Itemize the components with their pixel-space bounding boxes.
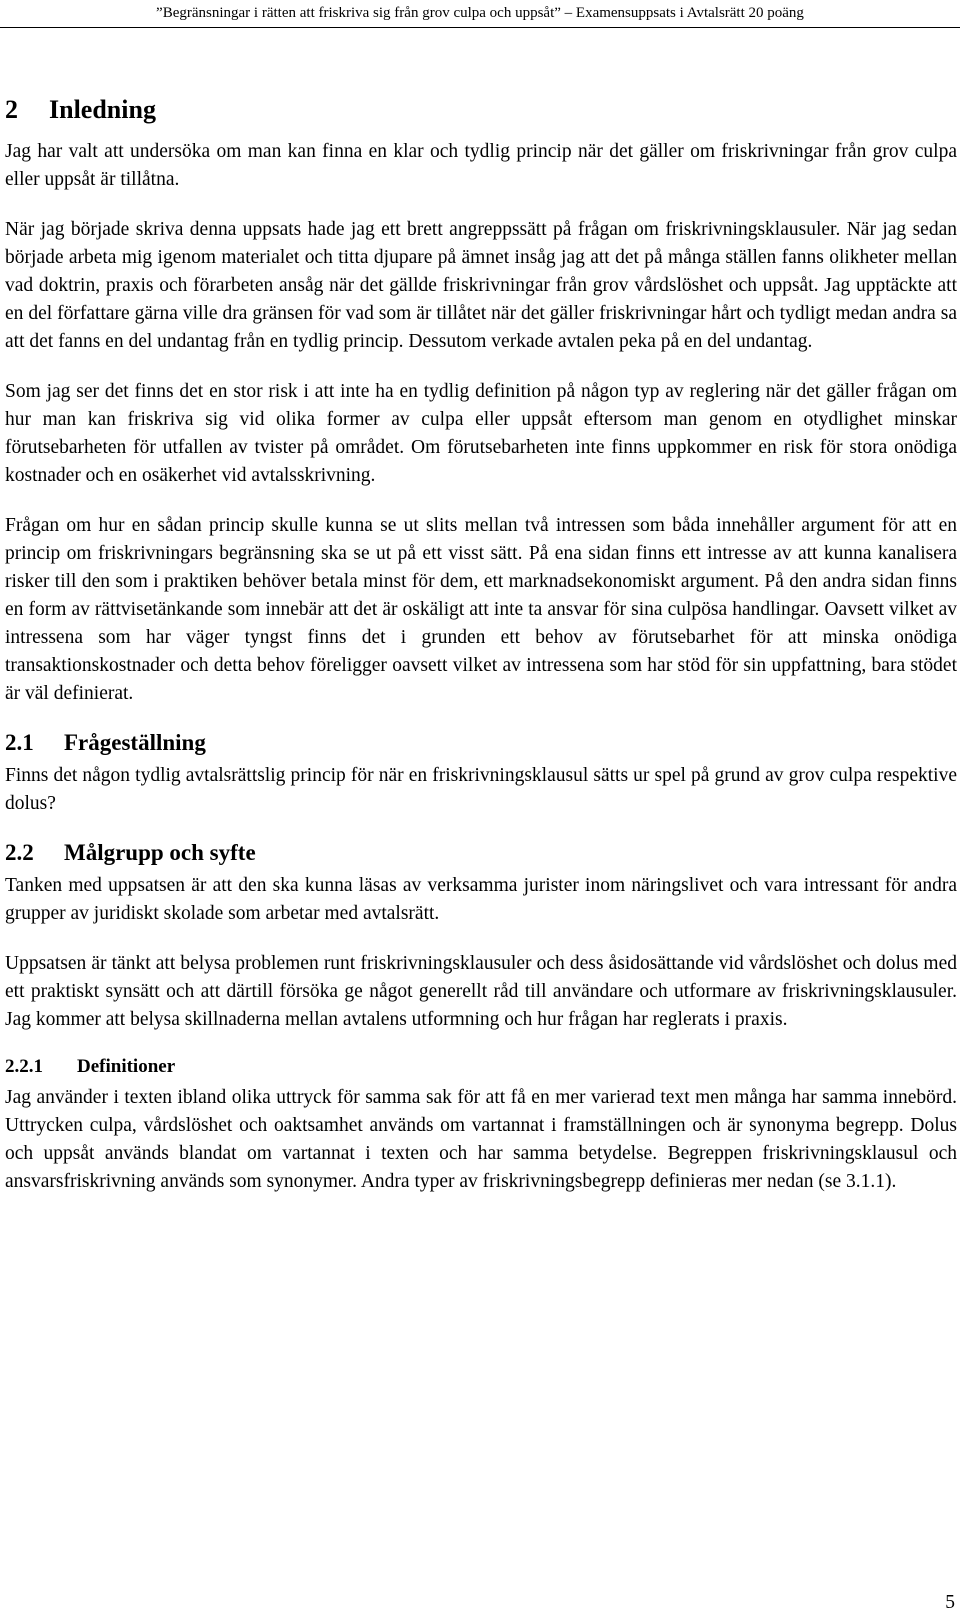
section-heading-2-2-1	[5, 1056, 957, 1078]
paragraph: Frågan om hur en sådan princip skulle kunna se ut slits mellan två intressen som båda innehåller argument för att en princip om friskrivningars begränsning ska se ut på ett visst sätt. På ena sidan finns ett intresse av att kunna kanalisera risker till den som i praktiken behöver betala minst för dem, ett marknadsekonomiskt argument. På den andra sidan finns en form av rättvisetänkande som innebär att det är oskäligt att inte ta ansvar för sina culpösa handlingar. Oavsett vilket av intressena som har väger tyngst finns det i grunden ett behov av förutsebarhet för att minska onödiga transaktionskostnader och detta behov föreligger oavsett vilket av intressena som har stöd för sin uppfattning, bara stödet är väl definierat.	[5, 515, 957, 704]
section-number: 2.2	[5, 840, 34, 865]
section-title: Målgrupp och syfte	[64, 840, 256, 865]
paragraph: Tanken med uppsatsen är att den ska kunna läsas av verksamma jurister inom näringslivet och vara intressant för andra grupper av juridiskt skolade som arbetar med avtalsrätt.	[5, 875, 957, 924]
paragraph: Som jag ser det finns det en stor risk i att inte ha en tydlig definition på någon typ av reglering när det gäller frågan om hur man kan friskriva sig vid olika former av culpa eller uppsåt eftersom man genom en otydlighet minskar förutsebarheten för utfallen av tvister på området. Om förutsebarheten inte finns uppkommer en risk för stora onödiga kostnader och en osäkerhet vid avtalsskrivning.	[5, 381, 957, 486]
section-number: 2.2.1	[5, 1056, 43, 1077]
section-number: 2.1	[5, 730, 34, 755]
section-heading-2-1	[5, 730, 957, 756]
paragraph: Jag använder i texten ibland olika uttryck för samma sak för att få en mer varierad text men många har samma innebörd. Uttrycken culpa, vårdslöshet och oaktsamhet används om vartannat i framställningen och är synonyma begrepp. Dolus och uppsåt används blandat om vartannat i texten och har samma betydelse. Begreppen friskrivningsklausul och ansvarsfriskrivning används som synonymer. Andra typer av friskrivningsbegrepp definieras mer nedan (se 3.1.1).	[5, 1087, 957, 1192]
paragraph: Jag har valt att undersöka om man kan finna en klar och tydlig princip när det gäller om friskrivningar från grov culpa eller uppsåt är tillåtna.	[5, 141, 957, 190]
document-body	[5, 95, 957, 1218]
section-title: Definitioner	[77, 1056, 176, 1077]
page-number: 5	[945, 1592, 955, 1613]
section-title: Frågeställning	[64, 730, 206, 755]
header-rule	[0, 27, 960, 28]
section-heading-2	[5, 95, 957, 125]
paragraph: Uppsatsen är tänkt att belysa problemen runt friskrivningsklausuler och dess åsidosättande vid vårdslöshet och dolus med ett praktiskt synsätt och att därtill försöka ge något generellt råd till användare och utformare av friskrivningsklausuler. Jag kommer att belysa skillnaderna mellan avtalens utformning och hur frågan har reglerats i praxis.	[5, 953, 957, 1030]
running-header: ”Begränsningar i rätten att friskriva sig från grov culpa och uppsåt” – Examensuppsats i Avtalsrätt 20 poäng	[156, 5, 804, 21]
section-title: Inledning	[49, 95, 156, 124]
paragraph: Finns det någon tydlig avtalsrättslig princip för när en friskrivningsklausul sätts ur spel på grund av grov culpa respektive dolus?	[5, 765, 957, 814]
section-number: 2	[5, 95, 18, 124]
paragraph: När jag började skriva denna uppsats hade jag ett brett angreppssätt på frågan om friskrivningsklausuler. När jag sedan började arbeta mig igenom materialet och titta djupare på ämnet insåg jag att det på många ställen fanns olikheter mellan vad doktrin, praxis och förarbeten ansåg när det gällde friskrivningar från grov vårdslöshet och uppsåt. Jag upptäckte att en del författare gärna ville dra gränsen för vad som är tillåtet när det gäller friskrivningar hårt och tydligt medan andra sa att det fanns en del undantag från en tydlig princip. Dessutom verkade avtalen peka på en del undantag.	[5, 219, 957, 352]
section-heading-2-2	[5, 840, 957, 866]
